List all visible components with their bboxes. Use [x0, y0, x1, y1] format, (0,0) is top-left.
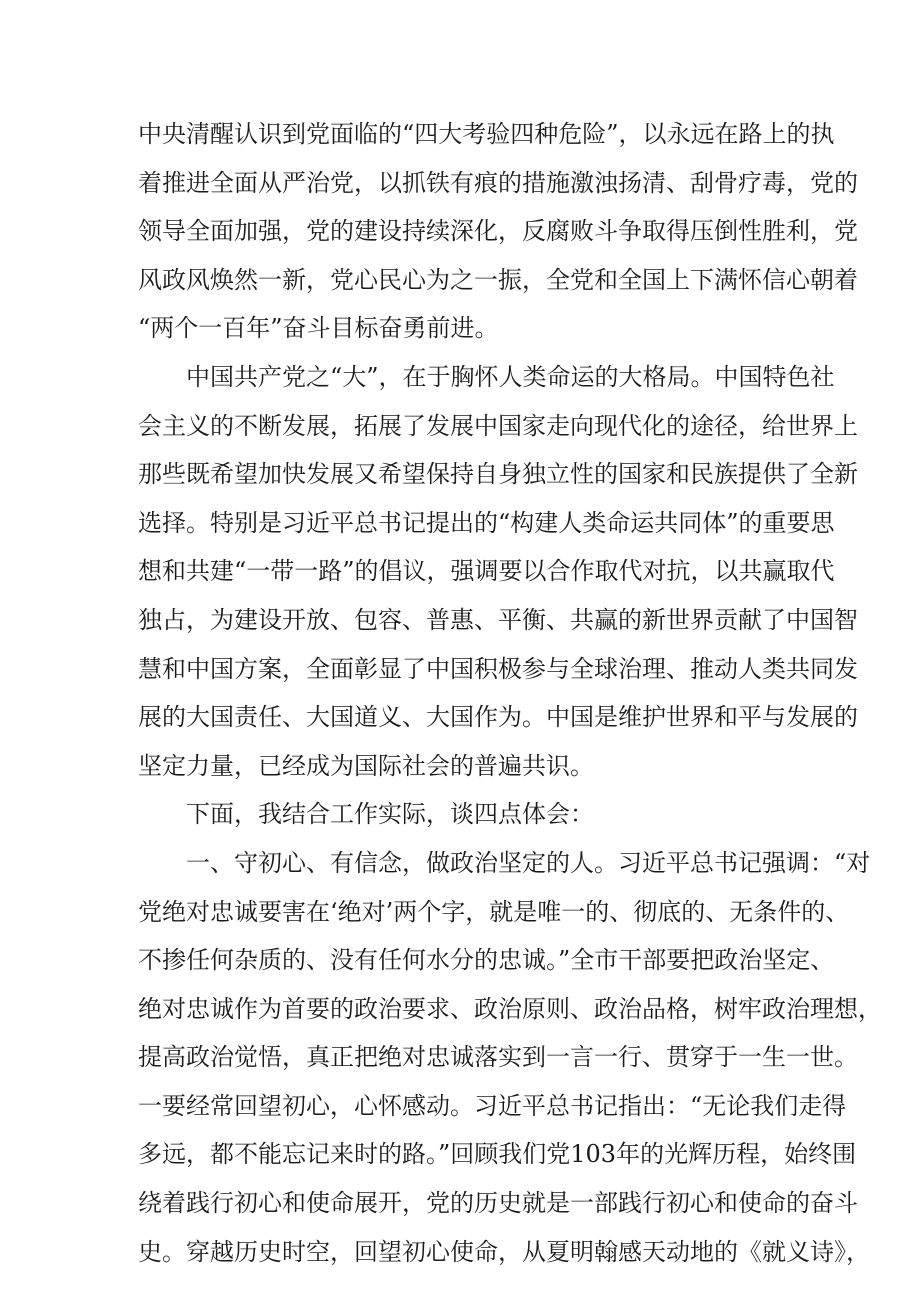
paragraph-start-line: 一、守初心、有信念，做政治坚定的人。习近平总书记强调：“对	[186, 848, 871, 877]
text-line: 想和共建“一带一路”的倡议，强调要以合作取代对抗，以共赢取代	[138, 557, 835, 586]
text-line: “两个一百年”奋斗目标奋勇前进。	[138, 314, 499, 343]
body-text	[138, 110, 882, 1276]
text-line: 坚定力量，已经成为国际社会的普遍共识。	[138, 751, 594, 780]
text-line: 会主义的不断发展，拓展了发展中国家走向现代化的途径，给世界上	[138, 411, 858, 440]
text-line: 风政风焕然一新，党心民心为之一振，全党和全国上下满怀信心朝着	[138, 265, 858, 294]
text-line: 多远，都不能忘记来时的路。”回顾我们党103年的光辉历程，始终围	[138, 1140, 857, 1169]
text-line: 那些既希望加快发展又希望保持自身独立性的国家和民族提供了全新	[138, 460, 858, 489]
text-line: 绝对忠诚作为首要的政治要求、政治原则、政治品格，树牢政治理想，	[138, 994, 882, 1023]
paragraph-start-line: 下面，我结合工作实际，谈四点体会：	[186, 800, 594, 829]
text-line: 党绝对忠诚要害在‘绝对’两个字，就是唯一的、彻底的、无条件的、	[138, 897, 850, 926]
text-line: 史。穿越历史时空，回望初心使命，从夏明翰感天动地的《就义诗》，	[138, 1237, 870, 1266]
paragraph-start-line: 中国共产党之“大”，在于胸怀人类命运的大格局。中国特色社	[186, 362, 835, 391]
text-line: 展的大国责任、大国道义、大国作为。中国是维护世界和平与发展的	[138, 703, 858, 732]
text-line: 提高政治觉悟，真正把绝对忠诚落实到一言一行、贯穿于一生一世。	[138, 1043, 858, 1072]
text-line: 一要经常回望初心，心怀感动。习近平总书记指出：“无论我们走得	[138, 1091, 847, 1120]
text-line: 中央清醒认识到党面临的“四大考验四种危险”，以永远在路上的执	[138, 120, 835, 148]
text-line: 着推进全面从严治党，以抓铁有痕的措施激浊扬清、刮骨疗毒，党的	[138, 168, 858, 197]
text-line: 选择。特别是习近平总书记提出的“构建人类命运共同体”的重要思	[138, 508, 835, 537]
text-line: 领导全面加强，党的建设持续深化，反腐败斗争取得压倒性胜利，党	[138, 217, 858, 246]
text-line: 独占，为建设开放、包容、普惠、平衡、共赢的新世界贡献了中国智	[138, 605, 858, 634]
text-line: 绕着践行初心和使命展开，党的历史就是一部践行初心和使命的奋斗	[138, 1189, 858, 1218]
text-line: 慧和中国方案，全面彰显了中国积极参与全球治理、推动人类共同发	[138, 654, 858, 683]
text-line: 不掺任何杂质的、没有任何水分的忠诚。”全市干部要把政治坚定、	[138, 946, 835, 975]
